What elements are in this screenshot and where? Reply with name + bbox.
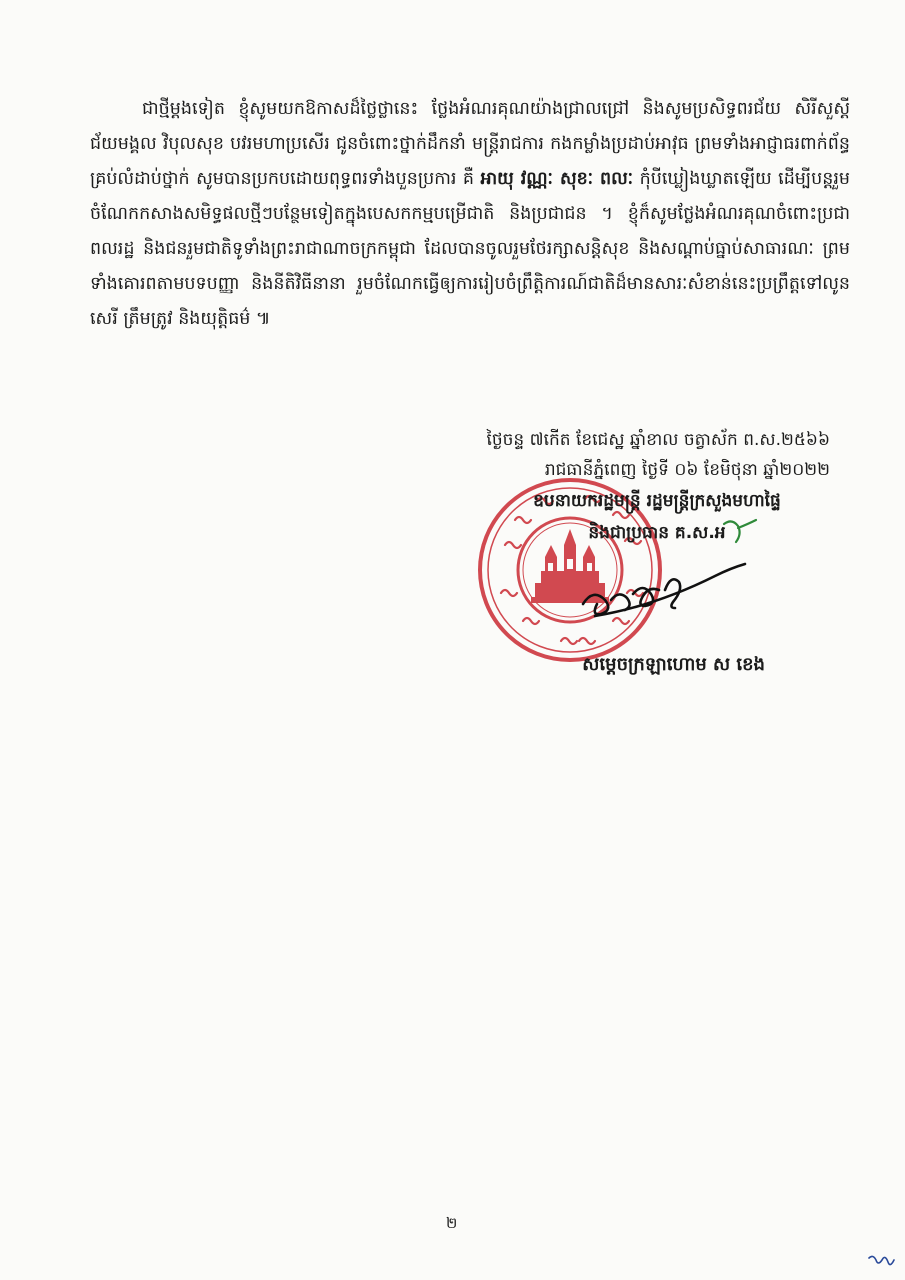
- signatory-title: [497, 485, 817, 549]
- blessing-words: អាយុ វណ្ណៈ សុខៈ ពលៈ: [480, 169, 634, 189]
- title-line-2: និងជាប្រធាន គ.ស.អ: [588, 523, 726, 543]
- civil-date: រាជធានីភ្នំពេញ ថ្ងៃទី ០៦ ខែមិថុនា ឆ្នាំ២០២២: [544, 460, 830, 480]
- page-number: ២: [446, 1214, 458, 1232]
- lunar-date: ថ្ងៃចន្ទ ៧កើត ខែជេស្ឋ ឆ្នាំខាល ចត្វាស័ក ព.ស.២៥៦៦: [486, 430, 830, 450]
- paragraph-part1: ជាថ្មីម្តងទៀត ខ្ញុំសូមយកឱកាសដ៏ថ្លៃថ្លានេះ ថ្លែងអំណរគុណយ៉ាងជ្រាលជ្រៅ និងសូមប្រសិទ្ធពរជ័យ សិរីសួស្តី ជ័យមង្គល វិបុលសុខ បវរមហាប្រសើរ ជូនចំពោះថ្នាក់ដឹកនាំ មន្ត្រីរាជការ កងកម្លាំងប្រដាប់អាវុធ ព្រមទាំងអាជ្ញាធរពាក់ព័ន្ធគ្រប់លំដាប់ថ្នាក់ សូមបានប្រកបដោយពុទ្ធពរទាំងបួនប្រការ គឺ: [90, 99, 850, 189]
- closing-paragraph: [90, 92, 850, 337]
- green-initial-mark: [720, 516, 760, 546]
- handwritten-signature: [575, 560, 755, 630]
- title-line-1: ឧបនាយករដ្ឋមន្ត្រី រដ្ឋមន្ត្រីក្រសួងមហាផ្ទៃ: [533, 491, 781, 511]
- corner-mark: [866, 1250, 896, 1272]
- signatory-name: សម្តេចក្រឡាហោម ស ខេង: [582, 654, 765, 675]
- paragraph-part2: កុំបីឃ្លៀងឃ្លាតឡើយ ដើម្បីបន្តរួមចំណែកកសាងសមិទ្ធផលថ្មីៗបន្ថែមទៀតក្នុងបេសកកម្មបម្រើជាតិ និងប្រជាជន ។ ខ្ញុំក៏សូមថ្លែងអំណរគុណចំពោះប្រជាពលរដ្ឋ និងជនរួមជាតិទូទាំងព្រះរាជាណាចក្រកម្ពុជា ដែលបានចូលរួមថែរក្សាសន្តិសុខ និងសណ្តាប់ធ្នាប់សាធារណៈ ព្រមទាំងគោរពតាមបទបញ្ញា និងនីតិវិធីនានា រួមចំណែកធ្វើឲ្យការរៀបចំព្រឹត្តិការណ៍ជាតិដ៏មានសារៈសំខាន់នេះប្រព្រឹត្តទៅលូន សេរី ត្រឹមត្រូវ និងយុត្តិធម៌ ៕: [90, 169, 851, 329]
